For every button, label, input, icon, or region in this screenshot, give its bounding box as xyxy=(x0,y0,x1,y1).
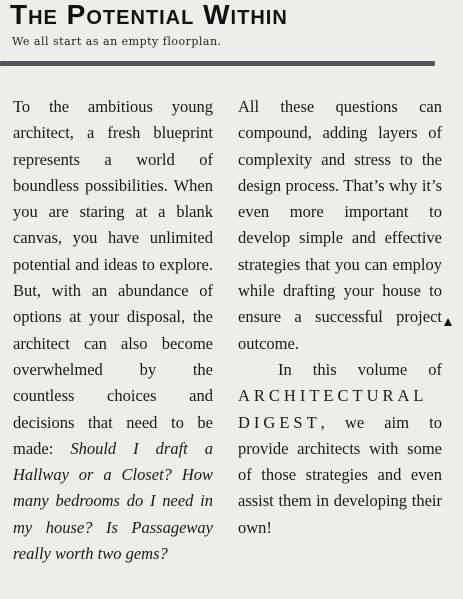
magazine-name: ARCHITECTURAL DIGEST xyxy=(238,386,428,432)
right-paragraph-1: All these questions can compound, adding layers of complexity and stress to the design process. That’s why it’s even more important to develop simple and effective strategies that you can employ while drafting your house to ensure a successful project outcome. xyxy=(238,97,442,353)
right-paragraph-2-intro: In this volume of xyxy=(278,359,442,379)
header-divider xyxy=(0,61,435,66)
triangle-up-cursor-icon xyxy=(444,318,452,326)
left-paragraph-text: To the ambitious young architect, a fresh blueprint represents a world of boundless possibilities. When you are staring at a blank canvas, you have unlimited potential and ideas to explore. But, with an abundance of options at your disposal, the architect can also become overwhelmed by the countless choices and decisions that need to be made: xyxy=(13,97,213,458)
right-column xyxy=(238,94,442,541)
left-paragraph xyxy=(13,94,213,567)
left-paragraph-questions: Should I draft a Hallway or a Closet? How many bedrooms do I need in my house? Is Passageway really worth two gems? xyxy=(13,438,213,564)
right-paragraph-2 xyxy=(238,357,442,541)
left-column xyxy=(13,94,213,567)
right-paragraph-2-rest: , we aim to provide architects with some of those strategies and even assist them in developing their own! xyxy=(238,412,442,537)
page-title: The Potential Within xyxy=(10,0,288,30)
page-subtitle: We all start as an empty floorplan. xyxy=(12,35,222,48)
